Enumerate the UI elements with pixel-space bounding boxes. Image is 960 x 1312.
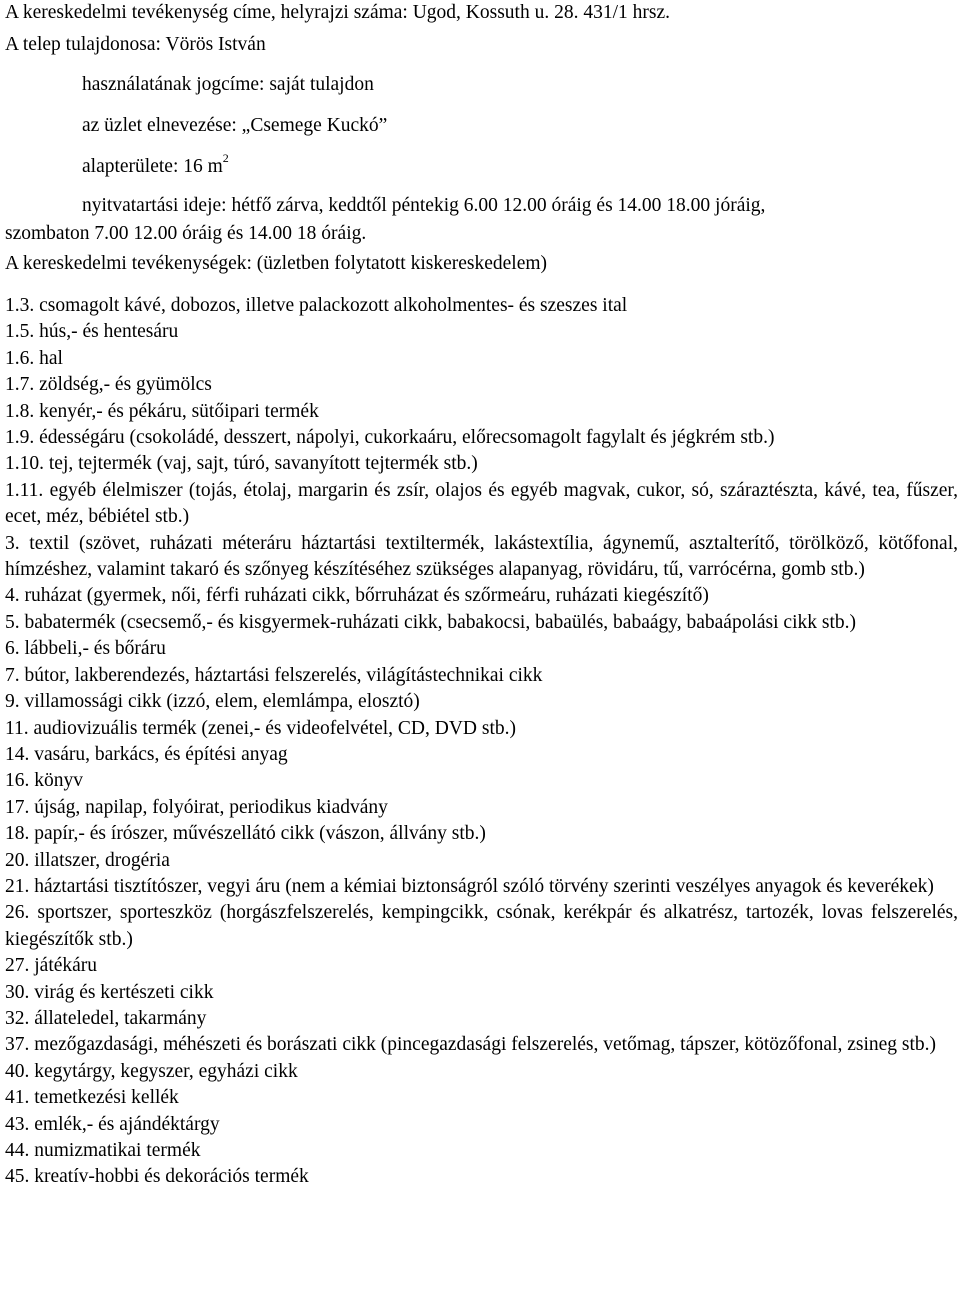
list-item: 27. játékáru bbox=[5, 955, 98, 977]
list-item: 45. kreatív-hobbi és dekorációs termék bbox=[5, 1166, 309, 1188]
list-item: 3. textil (szövet, ruházati méteráru háztartási textiltermék, lakástextília, ágynemű, asztalterítő, törölköző, kötőfonal, hímzéshez, valamint takaró és szőnyeg készítéséhez szükséges alapanyag, rövidáru, tű, varrócérna, gomb stb.) bbox=[5, 532, 958, 581]
list-item: 32. állateledel, takarmány bbox=[5, 1007, 207, 1029]
list-item: 7. bútor, lakberendezés, háztartási felszerelés, világítástechnikai cikk bbox=[5, 664, 543, 686]
list-item: 9. villamossági cikk (izzó, elem, elemlámpa, elosztó) bbox=[5, 691, 420, 713]
list-item: 11. audiovizuális termék (zenei,- és videofelvétel, CD, DVD stb.) bbox=[5, 717, 516, 739]
list-item: 5. babatermék (csecsemő,- és kisgyermek-ruházati cikk, babakocsi, babaülés, babaágy, babaápolási cikk stb.) bbox=[5, 611, 856, 633]
list-item: 20. illatszer, drogéria bbox=[5, 849, 170, 871]
address-line: A kereskedelmi tevékenység címe, helyrajzi száma: Ugod, Kossuth u. 28. 431/1 hrsz. bbox=[5, 2, 670, 23]
list-item: 40. kegytárgy, kegyszer, egyházi cikk bbox=[5, 1060, 298, 1082]
list-item: 1.9. édességáru (csokoládé, desszert, nápolyi, cukorkaáru, előrecsomagolt fagylalt és jégkrém stb.) bbox=[5, 427, 775, 449]
list-item: 1.3. csomagolt kávé, dobozos, illetve palackozott alkoholmentes- és szeszes ital bbox=[5, 295, 628, 316]
list-item: 26. sportszer, sporteszköz (horgászfelszerelés, kempingcikk, csónak, kerékpár és alkatrész, tartozék, lovas felszerelés, kiegészítők stb.) bbox=[5, 902, 958, 950]
list-item: 21. háztartási tisztítószer, vegyi áru (nem a kémiai biztonságról szóló törvény szerinti veszélyes anyagok és keverékek) bbox=[5, 875, 934, 897]
list-item: 44. numizmatikai termék bbox=[5, 1140, 201, 1161]
list-item: 41. temetkezési kellék bbox=[5, 1087, 179, 1109]
area-text: alapterülete: 16 m bbox=[82, 156, 223, 177]
area-superscript: 2 bbox=[222, 151, 229, 165]
owner-line: A telep tulajdonosa: Vörös István bbox=[5, 34, 266, 55]
list-item: 30. virág és kertészeti cikk bbox=[5, 981, 214, 1003]
usage-line: használatának jogcíme: saját tulajdon bbox=[82, 74, 374, 95]
hours-line-2: szombaton 7.00 12.00 óráig és 14.00 18 óráig. bbox=[5, 223, 367, 244]
list-item: 14. vasáru, barkács, és építési anyag bbox=[5, 743, 288, 765]
list-item: 1.7. zöldség,- és gyümölcs bbox=[5, 374, 212, 396]
activities-list bbox=[5, 293, 958, 1191]
list-item: 1.10. tej, tejtermék (vaj, sajt, túró, savanyított tejtermék stb.) bbox=[5, 453, 478, 475]
list-item: 4. ruházat (gyermek, női, férfi ruházati cikk, bőrruházat és szőrmeáru, ruházati kiegészítő) bbox=[5, 585, 709, 607]
list-item: 1.11. egyéb élelmiszer (tojás, étolaj, margarin és zsír, olajos és egyéb magvak, cukor, só, száraztészta, kávé, tea, fűszer, ecet, méz, bébiétel stb.) bbox=[5, 479, 958, 528]
document-page bbox=[5, 0, 958, 1191]
list-item: 16. könyv bbox=[5, 770, 83, 792]
list-item: 17. újság, napilap, folyóirat, periodikus kiadvány bbox=[5, 796, 388, 818]
list-item: 37. mezőgazdasági, méhészeti és borászati cikk (pincegazdasági felszerelés, vetőmag, tápszer, kötözőfonal, zsineg stb.) bbox=[5, 1034, 937, 1056]
list-item: 6. lábbeli,- és bőráru bbox=[5, 638, 166, 660]
list-item: 1.5. hús,- és hentesáru bbox=[5, 321, 179, 343]
shop-name-line: az üzlet elnevezése: „Csemege Kuckó” bbox=[82, 115, 388, 136]
hours-line-1: nyitvatartási ideje: hétfő zárva, keddtől péntekig 6.00 12.00 óráig és 14.00 18.00 jóráig, bbox=[82, 195, 766, 216]
list-item: 1.8. kenyér,- és pékáru, sütőipari termék bbox=[5, 400, 319, 422]
list-item: 18. papír,- és írószer, művészellátó cikk (vászon, állvány stb.) bbox=[5, 823, 486, 845]
list-item: 1.6. hal bbox=[5, 347, 63, 369]
list-item: 43. emlék,- és ajándéktárgy bbox=[5, 1113, 220, 1135]
activities-heading: A kereskedelmi tevékenységek: (üzletben folytatott kiskereskedelem) bbox=[5, 253, 548, 274]
area-line bbox=[5, 149, 958, 195]
